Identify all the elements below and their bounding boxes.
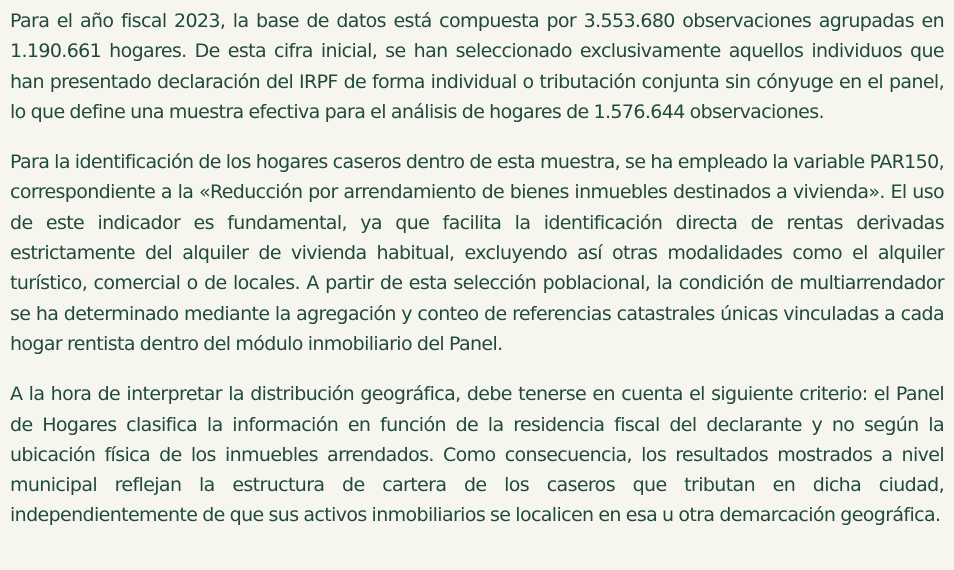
paragraph-geographic-interpretation: A la hora de interpretar la distribución geográfica, debe tenerse en cuenta el siguiente criterio: el Panel de Hogares clasifica la información en función de la residencia fiscal del declarante y no según la ubicación física de los inmuebles arrendados. Como consecuencia, los resultados mostrados a nivel municipal reflejan la estructura de cartera de los caseros que tributan en dicha ciudad, independientemente de que sus activos inmobiliarios se localicen en esa u otra demarcación geográfica.	[10, 383, 944, 527]
paragraph-landlord-identification: Para la identificación de los hogares caseros dentro de esta muestra, se ha empleado la variable PAR150, correspondiente a la «Reducción por arrendamiento de bienes inmuebles destinados a vivienda». El uso de este indicador es fundamental, ya que facilita la identificación directa de rentas derivadas estrictamente del alquiler de vivienda habitual, excluyendo así otras modalidades como el alquiler turístico, comercial o de locales. A partir de esta selección poblacional, la condición de multiarrendador se ha determinado mediante la agregación y conteo de referencias catastrales únicas vinculadas a cada hogar rentista dentro del módulo inmobiliario del Panel.	[10, 151, 944, 355]
paragraph-dataset-description: Para el año fiscal 2023, la base de datos está compuesta por 3.553.680 observaciones agrupadas en 1.190.661 hogares. De esta cifra inicial, se han seleccionado exclusivamente aquellos individuos que han presentado declaración del IRPF de forma individual o tributación conjunta sin cónyuge en el panel, lo que define una muestra efectiva para el análisis de hogares de 1.576.644 observaciones.	[10, 10, 944, 123]
